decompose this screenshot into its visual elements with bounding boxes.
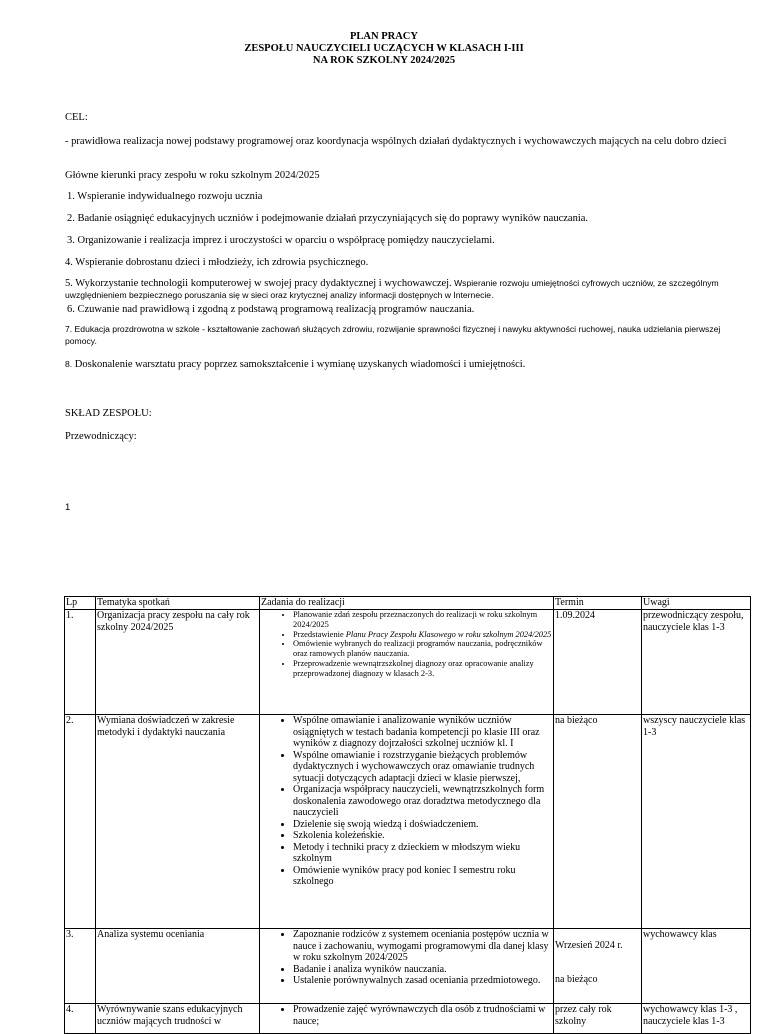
column-header-tematyka: Tematyka spotkań: [96, 597, 260, 610]
column-header-uwagi: Uwagi: [642, 597, 751, 610]
task-item: • Szkolenia koleżeńskie.: [293, 830, 552, 842]
cel-label: CEL:: [65, 112, 88, 123]
document-title-line-3: NA ROK SZKOLNY 2024/2025: [312, 55, 456, 66]
column-header-lp: Lp: [65, 597, 96, 610]
task-item: • Ustalenie porównywalnych zasad oceniania przedmiotowego.: [293, 975, 552, 987]
task-item: • Dzielenie się swoją wiedzą i doświadczeniem.: [293, 819, 552, 831]
table-row: [65, 1004, 751, 1034]
task-list: [261, 929, 552, 987]
row-zadania: [260, 929, 554, 1004]
row-uwagi: wszyscy nauczyciele klas 1-3: [642, 715, 751, 929]
row-uwagi: wychowawcy klas 1-3 , nauczyciele klas 1-3: [642, 1004, 751, 1034]
row-lp: 4.: [65, 1004, 96, 1034]
row-lp: 2.: [65, 715, 96, 929]
task-item: • Organizacja współpracy nauczycieli, wewnątrzszkolnych form doskonalenia zawodowego oraz doradztwa metodycznego dla nauczycieli: [293, 784, 552, 819]
kierunek-5: [65, 278, 745, 302]
kierunek-7: 7. Edukacja prozdrowotna w szkole - kształtowanie zachowań służących zdrowiu, rozwijanie sprawności fizycznej i nawyku aktywności ruchowej, nauka udzielania pierwszej pomocy.: [65, 324, 721, 346]
page-number: 1: [65, 502, 71, 513]
cel-text: - prawidłowa realizacja nowej podstawy programowej oraz koordynacja wspólnych działań dydaktycznych i wychowawczych mających na celu dobro dzieci: [65, 136, 727, 147]
column-header-zadania: Zadania do realizacji: [260, 597, 554, 610]
row-termin: [554, 929, 642, 1004]
task-item: • Przeprowadzenie wewnątrzszkolnej diagnozy oraz opracowanie analizy przeprowadzonej diagnozy w klasach 2-3.: [293, 659, 552, 679]
table-header-row: [65, 597, 751, 610]
row-uwagi: wychowawcy klas: [642, 929, 751, 1004]
row-termin: na bieżąco: [554, 715, 642, 929]
task-item: • Wspólne omawianie i analizowanie wyników uczniów osiągniętych w testach badania kompetencji po klasie III oraz wyników z diagnozy dojrzałości szkolnej uczniów kl. I: [293, 715, 552, 750]
task-item: • Badanie i analiza wyników nauczania.: [293, 964, 552, 976]
row-zadania: [260, 1004, 554, 1034]
kierunek-2: 2. Badanie osiągnięć edukacyjnych uczniów i podejmowanie działań przyczyniających się do poprawy wyników nauczania.: [67, 213, 589, 224]
sklad-zespolu-label: SKŁAD ZESPOŁU:: [65, 408, 152, 419]
kierunek-3: 3. Organizowanie i realizacja imprez i uroczystości w oparciu o współpracę pomiędzy nauczycielami.: [67, 235, 495, 246]
plan-table: [64, 596, 751, 1034]
termin-ongoing: na bieżąco: [555, 973, 598, 985]
task-item: • Prowadzenie zajęć wyrównawczych dla osób z trudnościami w nauce;: [293, 1004, 552, 1027]
task-item: • Omówienie wyników pracy pod koniec I semestru roku szkolnego: [293, 865, 552, 888]
kierunek-8-text: Doskonalenie warsztatu pracy poprzez samokształcenie i wymianę uzyskanych wiadomości i umiejętności.: [72, 359, 526, 370]
row-tematyka: Analiza systemu oceniania: [96, 929, 260, 1004]
row-termin: 1.09.2024: [554, 610, 642, 715]
table-row: [65, 610, 751, 715]
task-item: • Wspólne omawianie i rozstrzyganie bieżących problemów dydaktycznych i wychowawczych oraz omawianie trudnych sytuacji dotyczących adaptacji dzieci w klasie pierwszej,: [293, 750, 552, 785]
kierunek-8-number: 8.: [65, 359, 73, 369]
kierunek-5-main: 5. Wykorzystanie technologii komputerowej w swojej pracy dydaktycznej i wychowawczej.: [65, 278, 452, 289]
task-item: • Planowanie zdań zespołu przeznaczonych do realizacji w roku szkolnym 2024/2025: [293, 610, 552, 630]
task-item: • Omówienie wybranych do realizacji programów nauczania, podręczników oraz ramowych planów nauczania.: [293, 639, 552, 659]
column-header-termin: Termin: [554, 597, 642, 610]
kierunek-1: 1. Wspieranie indywidualnego rozwoju ucznia: [67, 191, 263, 202]
task-list: [261, 715, 552, 888]
row-tematyka: Wymiana doświadczeń w zakresie metodyki i dydaktyki nauczania: [96, 715, 260, 929]
termin-date: Wrzesień 2024 r.: [555, 940, 623, 951]
table-row: [65, 715, 751, 929]
task-item: • Zapoznanie rodziców z systemem oceniania postępów ucznia w nauce i zachowaniu, wymogami programowymi dla danej klasy w roku szkolnym 2024/2025: [293, 929, 552, 964]
row-tematyka: Organizacja pracy zespołu na cały rok szkolny 2024/2025: [96, 610, 260, 715]
task-item: [293, 630, 552, 640]
document-title-line-2: ZESPOŁU NAUCZYCIELI UCZĄCYCH W KLASACH I-III: [244, 43, 524, 54]
row-termin: przez cały rok szkolny: [554, 1004, 642, 1034]
kierunek-8: [65, 359, 745, 371]
row-uwagi: przewodniczący zespołu, nauczyciele klas 1-3: [642, 610, 751, 715]
task-item-text: Przedstawienie: [293, 629, 346, 639]
row-lp: 1.: [65, 610, 96, 715]
kierunki-intro: Główne kierunki pracy zespołu w roku szkolnym 2024/2025: [65, 170, 320, 181]
row-lp: 3.: [65, 929, 96, 1004]
table-row: [65, 929, 751, 1004]
kierunek-6: 6. Czuwanie nad prawidłową i zgodną z podstawą programową realizacją programów nauczania.: [67, 304, 475, 315]
row-zadania: [260, 610, 554, 715]
przewodniczacy-label: Przewodniczący:: [65, 431, 137, 442]
kierunek-5-detail: Wspieranie rozwoju umiejętności cyfrowych uczniów, ze szczególnym uwzględnieniem bezpiecznego poruszania się w sieci oraz krytycznej analizy informacji dostępnych w Internecie.: [65, 278, 719, 300]
document-title-line-1: PLAN PRACY: [350, 31, 418, 42]
row-tematyka: Wyrównywanie szans edukacyjnych uczniów mających trudności w: [96, 1004, 260, 1034]
kierunek-4: 4. Wspieranie dobrostanu dzieci i młodzieży, ich zdrowia psychicznego.: [65, 257, 369, 268]
task-item: • Metody i techniki pracy z dzieckiem w młodszym wieku szkolnym: [293, 842, 552, 865]
row-zadania: [260, 715, 554, 929]
task-list: [261, 610, 552, 679]
task-item-title: Planu Pracy Zespołu Klasowego w roku szkolnym 2024/2025: [345, 629, 552, 639]
